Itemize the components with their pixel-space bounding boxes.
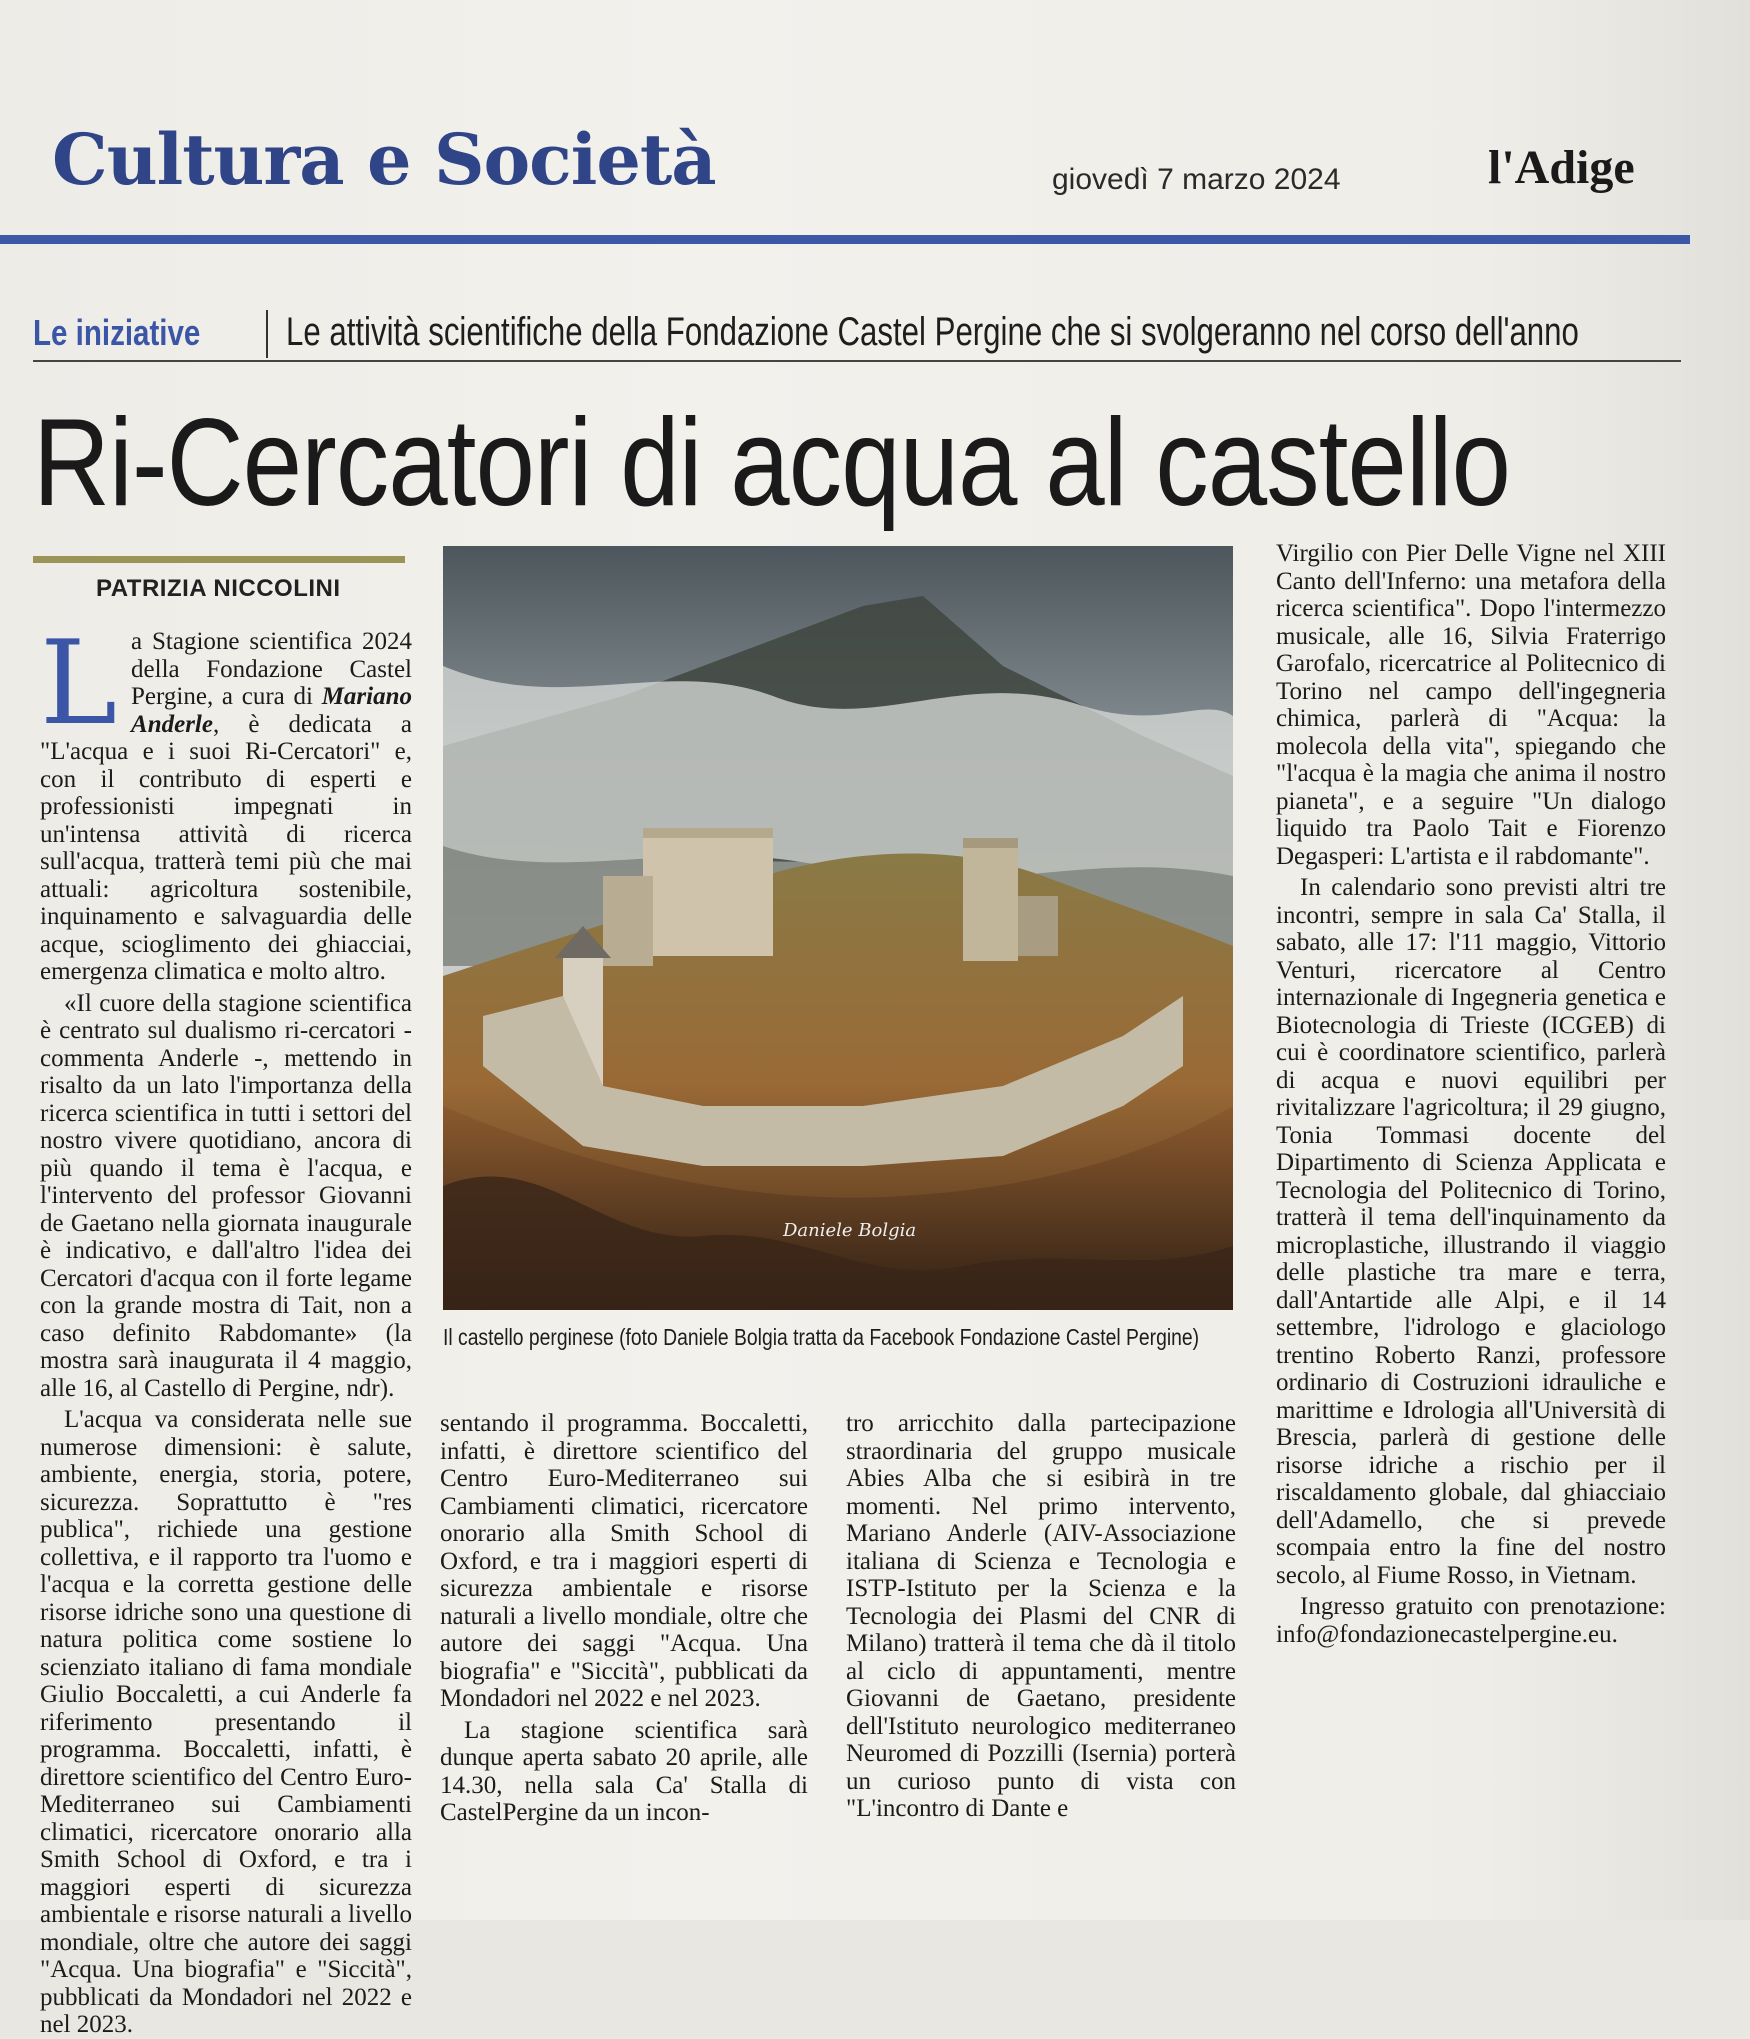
column-2-text-b: La stagione scientifica sarà dunque aperta sabato 20 aprile, alle 14.30, nella sala Ca' Stalla di CastelPergine da un incon- <box>440 1716 808 1826</box>
kicker-text: Le attività scientifiche della Fondazione Castel Pergine che si svolgeranno nel corso dell'anno <box>286 310 1579 354</box>
column-4-text-a: Virgilio con Pier Delle Vigne nel XIII Canto dell'Inferno: una metafora della ricerca scientifica". Dopo l'intermezzo musicale, alle 16, Silvia Fraterrigo Garofalo, ricercatrice al Politecnico di Torino nel campo dell'ingegneria chimica, parlerà di "Acqua: la molecola della vita", spiegando che "l'acqua è la magia che anima il nostro pianeta", e a seguire "Un dialogo liquido tra Paolo Tait e Fiorenzo Degasperi: L'artista e il rabdomante". <box>1276 540 1666 870</box>
issue-date: giovedì 7 marzo 2024 <box>1052 163 1341 196</box>
masthead-logo: l'Adige <box>1488 141 1635 194</box>
paragraph-2: «Il cuore della stagione scientifica è centrato sul dualismo ri-cercatori - commenta Anderle -, mettendo in risalto da un lato l'importanza della ricerca scientifica in tutti i settori del nostro vivere quotidiano, ancora di più quando il tema è l'acqua, e l'intervento del professor Giovanni de Gaetano nella giornata inaugurale è indicativo, e dall'altro l'idea dei Cercatori d'acqua con il forte legame con la grande mostra di Tait, non a caso definito Rabdomante» (la mostra sarà inaugurata il 4 maggio, alle 16, al Castello di Pergine, ndr). <box>40 989 412 1402</box>
article-column-2 <box>440 1410 808 1830</box>
paragraph-text: , è dedicata a "L'acqua e i suoi Ri-Cercatori" e, con il contributo di esperti e professionisti impegnati in un'intensa attività di ricerca sull'acqua, tratterà temi più che mai attuali: agricoltura sostenibile, inquinamento e salvaguardia delle acque, scioglimento dei ghiacciai, emergenza climatica e molto altro. <box>40 710 412 985</box>
paragraph-1 <box>40 616 412 986</box>
header-rule <box>0 235 1690 244</box>
section-title: Cultura e Società <box>52 118 716 201</box>
column-3-text: tro arricchito dalla partecipazione straordinaria del gruppo musicale Abies Alba che si esibirà in tre momenti. Nel primo intervento, Mariano Anderle (AIV-Associazione italiana di Scienza e Tecnologia e ISTP-Istituto per la Scienza e la Tecnologia dei Plasmi del CNR di Milano) tratterà il tema che dà il titolo al ciclo di appuntamenti, mentre Giovanni de Gaetano, presidente dell'Istituto neurologico mediterraneo Neuromed di Pozzilli (Isernia) porterà un curioso punto di vista con "L'incontro di Dante e <box>846 1410 1236 1822</box>
kicker-label: Le iniziative <box>33 312 201 353</box>
byline: PATRIZIA NICCOLINI <box>96 575 341 602</box>
column-2-text: sentando il programma. Boccaletti, infatti, è direttore scientifico del Centro Euro-Mediterraneo sui Cambiamenti climatici, ricercatore onorario alla Smith School di Oxford, e tra i maggiori esperti di sicurezza ambientale e risorse naturali a livello mondiale, oltre che autore dei saggi "Acqua. Una biografia" e "Siccità", pubblicati da Mondadori nel 2022 e nel 2023. <box>440 1410 808 1712</box>
paragraph-text: a Stagione scientifica 2024 della Fondazione Castel Pergine, a cura di <box>131 628 412 710</box>
author-name: Mariano Anderle <box>131 683 412 738</box>
headline: Ri-Cercatori di acqua al castello <box>33 394 1511 532</box>
column-4-text-b: In calendario sono previsti altri tre incontri, sempre in sala Ca' Stalla, il sabato, alle 17: l'11 maggio, Vittorio Venturi, ricercatore al Centro internazionale di Ingegneria genetica e Biotecnologia di Trieste (ICGEB) di cui è coordinatore scientifico, parlerà di acqua e nuovi equilibri per rivitalizzare l'agricoltura; il 29 giugno, Tonia Tommasi docente del Dipartimento di Scienza Applicata e Tecnologia del Politecnico di Torino, tratterà il tema dell'inquinamento da microplastiche, illustrando il viaggio delle plastiche tra mare e terra, dall'Antartide alle Alpi, e il 14 settembre, l'idrologo e glaciologo trentino Roberto Ranzi, professore ordinario di Costruzioni idrauliche e marittime e Idrologia all'Università di Brescia, parlerà di gestione delle risorse idriche a rischio per il riscaldamento globale, dal ghiacciaio dell'Adamello, che si prevede scompaia entro la fine del nostro secolo, al Fiume Rosso, in Vietnam. <box>1276 874 1666 1589</box>
article-column-4 <box>1276 540 1666 1900</box>
article-column-3 <box>846 1410 1236 1890</box>
column-4-text-c: Ingresso gratuito con prenotazione: info@fondazionecastelpergine.eu. <box>1276 1593 1666 1648</box>
photographer-signature: Daniele Bolgia <box>783 1220 917 1241</box>
photo-caption: Il castello perginese (foto Daniele Bolgia tratta da Facebook Fondazione Castel Pergine) <box>443 1324 1200 1350</box>
drop-cap: L <box>40 616 118 751</box>
article-column-1 <box>40 616 412 2038</box>
byline-rule <box>33 556 405 563</box>
kicker-separator <box>266 310 268 358</box>
castle-illustration <box>443 546 1233 1310</box>
kicker-rule <box>33 360 1681 362</box>
castle-photo <box>443 546 1233 1310</box>
paragraph-3: L'acqua va considerata nelle sue numerose dimensioni: è salute, ambiente, energia, storia, potere, sicurezza. Soprattutto è "res publica", richiede una gestione collettiva, e il rapporto tra l'uomo e l'acqua e la corretta gestione delle risorse idriche sono una questione di natura politica come sostiene lo scienziato italiano di fama mondiale Giulio Boccaletti, a cui Anderle fa riferimento presentando il programma. Boccaletti, infatti, è direttore scientifico del Centro Euro-Mediterraneo sui Cambiamenti climatici, ricercatore onorario alla Smith School di Oxford, e tra i maggiori esperti di sicurezza ambientale e risorse naturali a livello mondiale, oltre che autore dei saggi "Acqua. Una biografia" e "Siccità", pubblicati da Mondadori nel 2022 e nel 2023. <box>40 1406 412 2038</box>
